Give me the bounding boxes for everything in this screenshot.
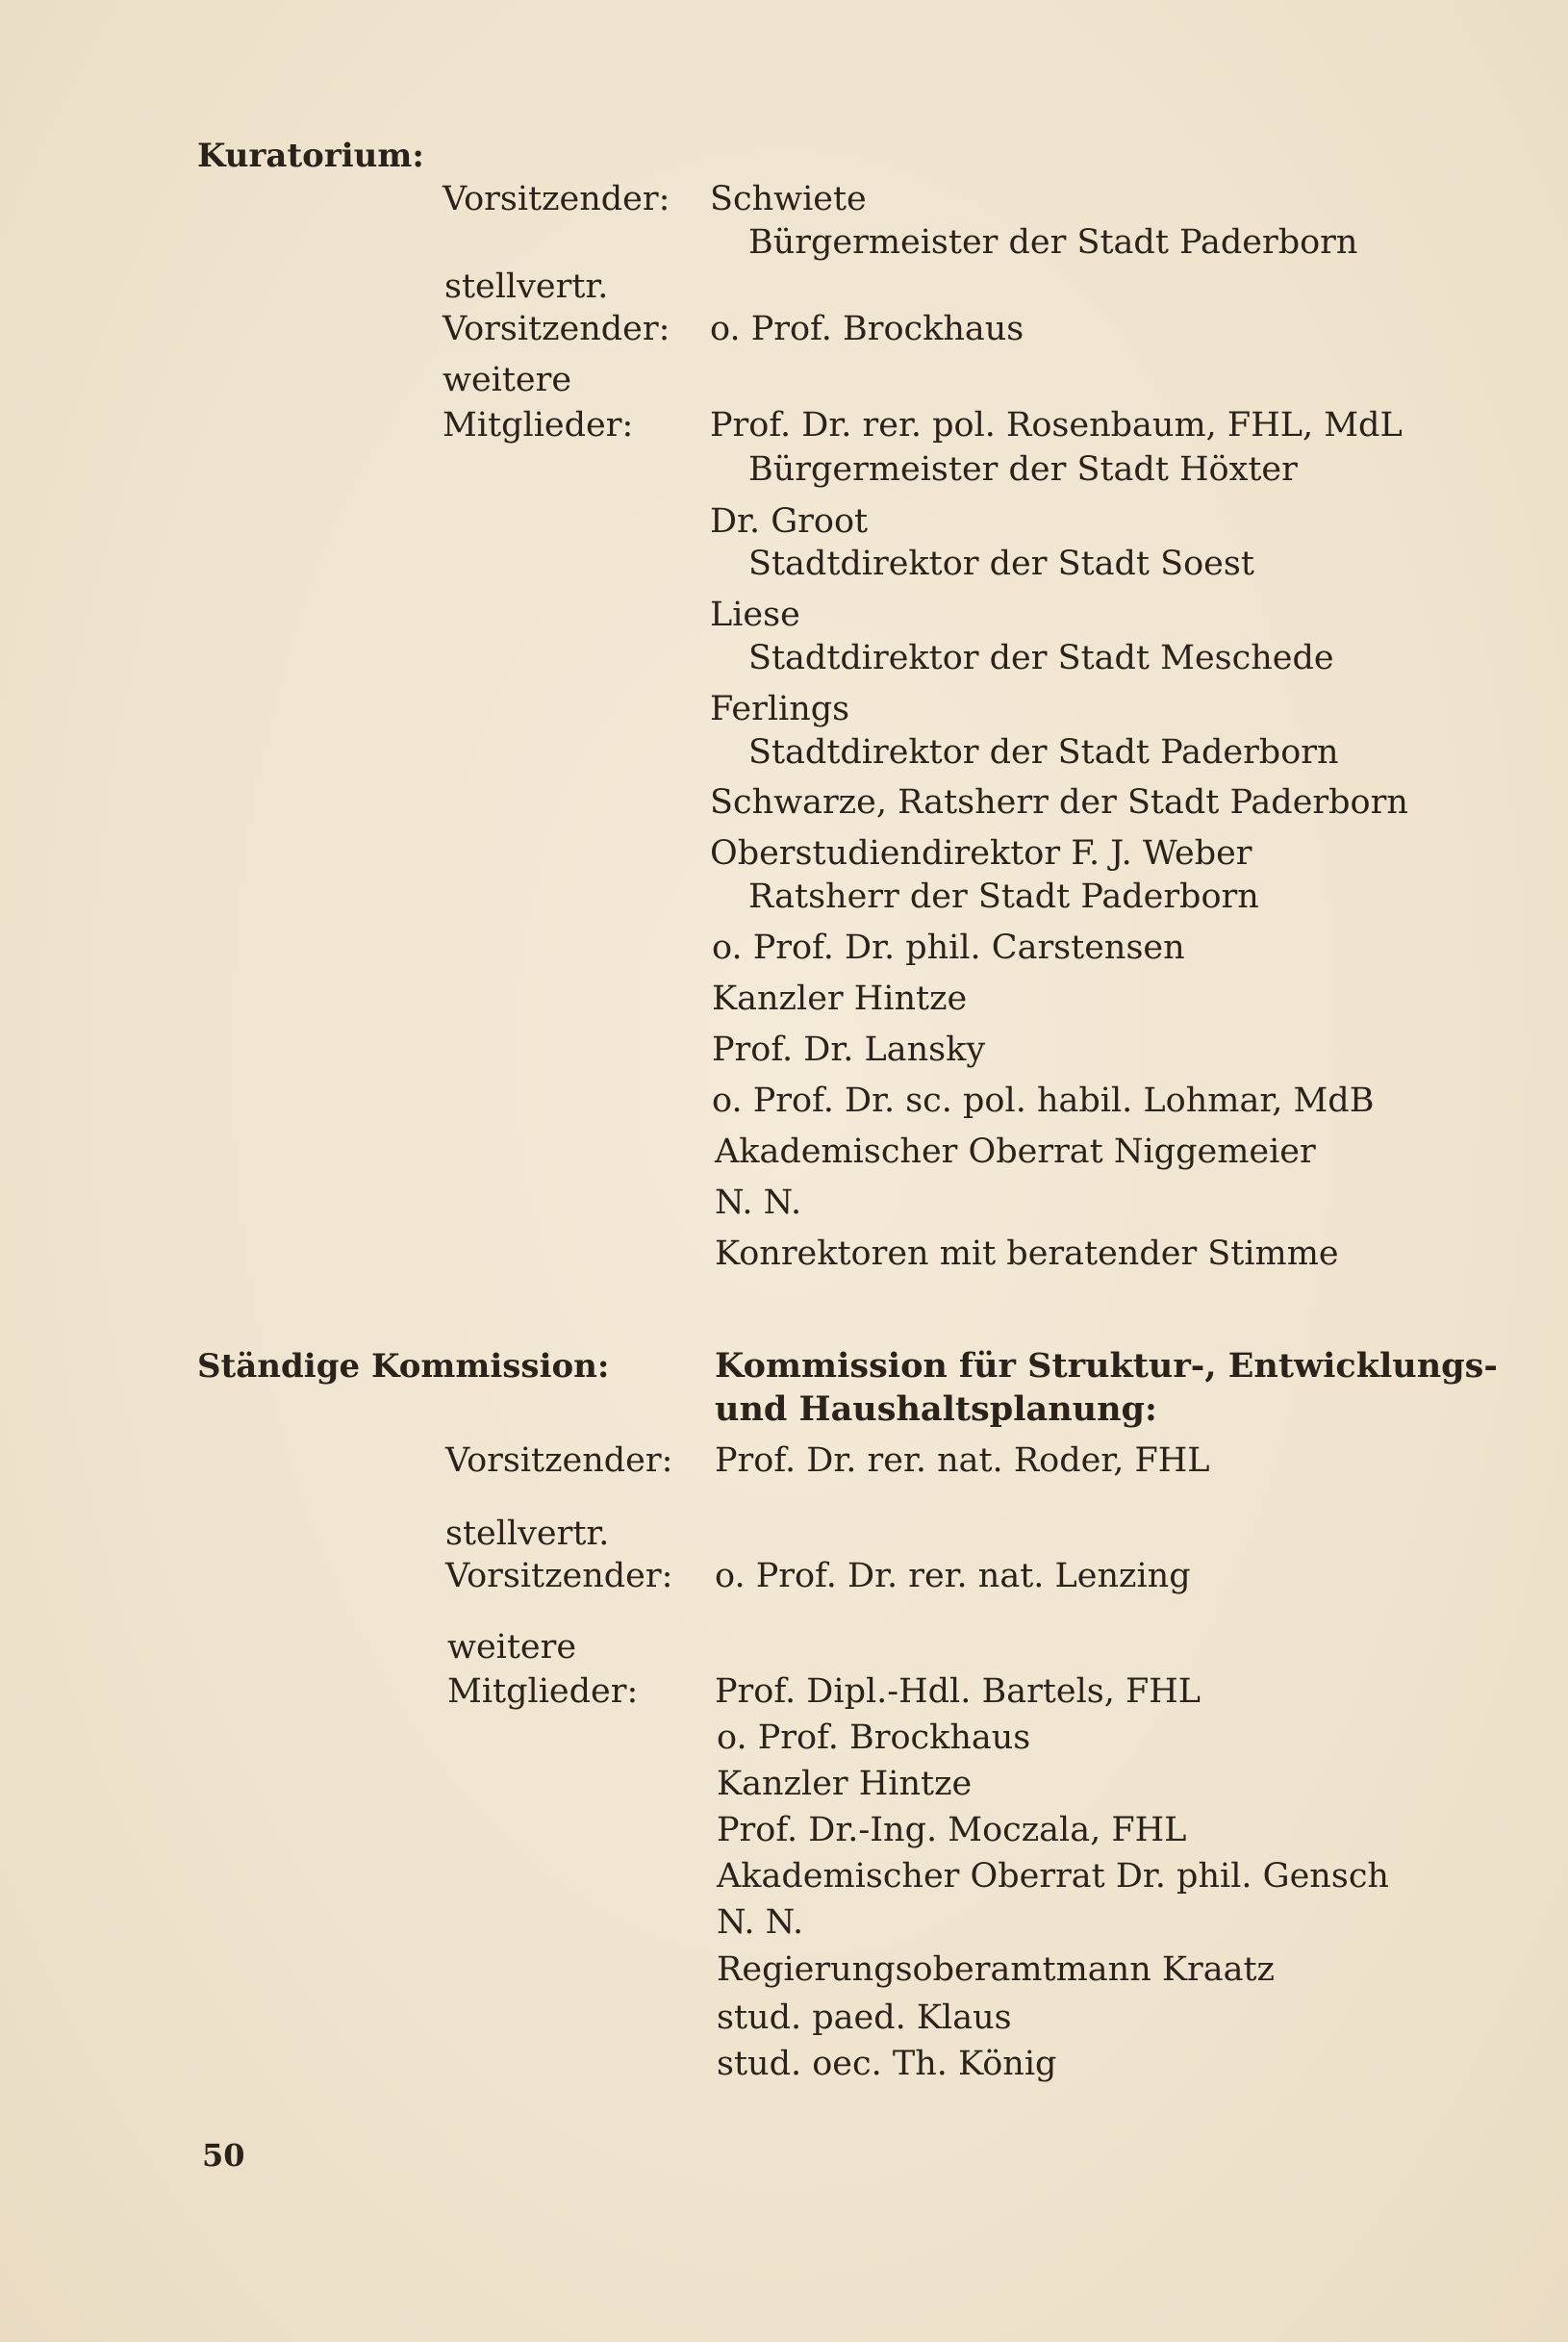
deputy-name: o. Prof. Dr. rer. nat. Lenzing: [715, 1557, 1191, 1595]
member-line: N. N.: [717, 1903, 804, 1942]
chair-label: Vorsitzender:: [443, 180, 670, 218]
deputy-label-line1: stellvertr.: [445, 1515, 610, 1553]
section-heading-kommission: Ständige Kommission:: [197, 1347, 610, 1386]
member-line: Konrektoren mit beratender Stimme: [715, 1235, 1339, 1273]
member-line: N. N.: [715, 1184, 802, 1222]
page-number: 50: [202, 2137, 245, 2174]
member-line: Kanzler Hintze: [717, 1765, 973, 1803]
member-line: stud. paed. Klaus: [717, 1998, 1012, 2037]
member-line: Ratsherr der Stadt Paderborn: [748, 878, 1259, 916]
member-line: Akademischer Oberrat Dr. phil. Gensch: [717, 1857, 1389, 1896]
member-line: Kanzler Hintze: [712, 980, 968, 1018]
member-line: Ferlings: [710, 690, 850, 728]
member-line: o. Prof. Dr. phil. Carstensen: [712, 929, 1185, 967]
deputy-name: o. Prof. Brockhaus: [710, 310, 1024, 348]
members-label-line2: Mitglieder:: [447, 1672, 639, 1711]
deputy-label-line2: Vorsitzender:: [443, 310, 670, 348]
member-line: Oberstudiendirektor F. J. Weber: [710, 834, 1252, 873]
member-line: o. Prof. Dr. sc. pol. habil. Lohmar, MdB: [712, 1082, 1375, 1120]
deputy-label-line1: stellvertr.: [444, 267, 609, 306]
member-line: Schwarze, Ratsherr der Stadt Paderborn: [710, 783, 1408, 822]
section-heading-kuratorium: Kuratorium:: [197, 137, 424, 175]
member-line: Prof. Dr. Lansky: [712, 1031, 986, 1069]
member-line: Regierungsoberamtmann Kraatz: [717, 1950, 1275, 1989]
members-label-line1: weitere: [443, 361, 572, 399]
chair-role: Bürgermeister der Stadt Paderborn: [748, 223, 1358, 262]
member-line: Prof. Dr. rer. pol. Rosenbaum, FHL, MdL: [710, 406, 1403, 445]
members-label-line1: weitere: [447, 1628, 577, 1667]
member-line: Liese: [710, 596, 800, 634]
chair-name: Schwiete: [710, 180, 867, 218]
member-line: stud. oec. Th. König: [717, 2045, 1057, 2083]
commission-title-line1: Kommission für Struktur-, Entwicklungs-: [715, 1346, 1498, 1386]
member-line: Stadtdirektor der Stadt Soest: [748, 545, 1254, 583]
member-line: Stadtdirektor der Stadt Meschede: [748, 639, 1334, 677]
member-line: Akademischer Oberrat Niggemeier: [715, 1133, 1316, 1171]
commission-title-line2: und Haushaltsplanung:: [715, 1389, 1157, 1429]
member-line: Stadtdirektor der Stadt Paderborn: [748, 733, 1339, 772]
member-line: Bürgermeister der Stadt Höxter: [748, 450, 1298, 489]
chair-name: Prof. Dr. rer. nat. Roder, FHL: [715, 1441, 1210, 1480]
member-line: o. Prof. Brockhaus: [717, 1718, 1031, 1757]
member-line: Prof. Dr.-Ing. Moczala, FHL: [717, 1811, 1187, 1849]
member-line: Dr. Groot: [710, 502, 869, 541]
chair-label: Vorsitzender:: [445, 1441, 673, 1480]
members-label-line2: Mitglieder:: [443, 406, 634, 445]
deputy-label-line2: Vorsitzender:: [445, 1557, 673, 1595]
member-line: Prof. Dipl.-Hdl. Bartels, FHL: [715, 1672, 1201, 1711]
